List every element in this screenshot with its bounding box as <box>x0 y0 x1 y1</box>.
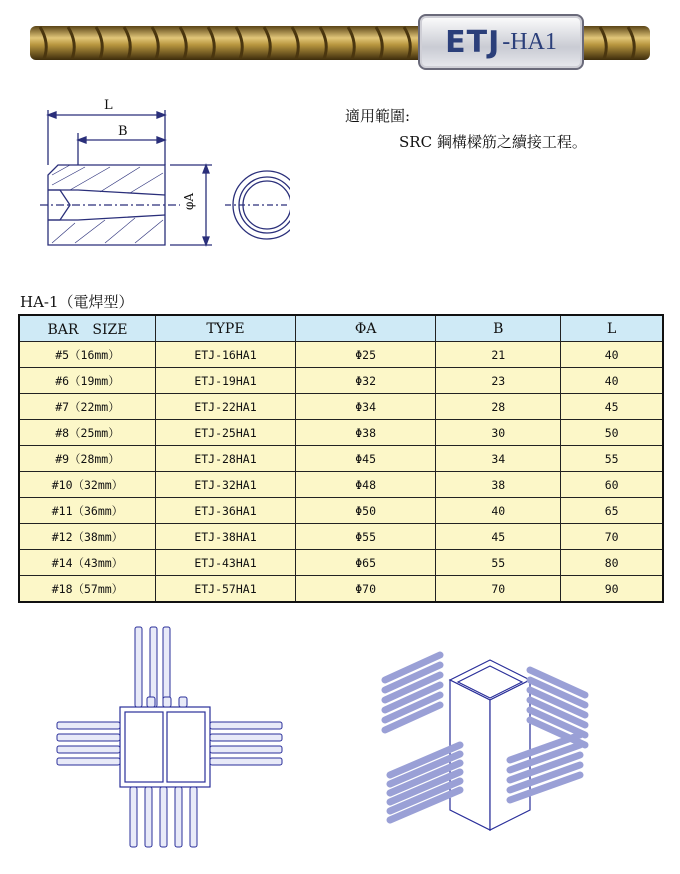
table-cell: ETJ-36HA1 <box>155 498 295 524</box>
rebar-bar <box>57 722 120 729</box>
table-cell: 50 <box>561 420 663 446</box>
dim-label-l: L <box>104 98 113 113</box>
table-cell: #14（43mm） <box>19 550 155 576</box>
table-cell: ETJ-25HA1 <box>155 420 295 446</box>
table-cell: ETJ-16HA1 <box>155 342 295 368</box>
rebar-bar <box>163 697 171 707</box>
table-row <box>19 420 663 446</box>
plan-view-illustration <box>55 622 285 857</box>
column-header: BAR SIZE <box>19 315 155 342</box>
table-cell: #5（16mm） <box>19 342 155 368</box>
table-cell: #10（32mm） <box>19 472 155 498</box>
dim-label-b: B <box>118 124 128 139</box>
table-title: HA-1（電焊型） <box>20 293 134 311</box>
table-row <box>19 498 663 524</box>
table-cell: 55 <box>561 446 663 472</box>
table-row <box>19 446 663 472</box>
table-row <box>19 472 663 498</box>
table-cell: ETJ-19HA1 <box>155 368 295 394</box>
table-header-row <box>19 315 663 342</box>
rebar-bar <box>210 758 282 765</box>
table-row <box>19 342 663 368</box>
table-cell: Φ70 <box>296 576 436 603</box>
table-cell: 40 <box>436 498 561 524</box>
rebar-bar <box>210 722 282 729</box>
rebar-bar <box>210 746 282 753</box>
column-header: L <box>561 315 663 342</box>
badge-sub-text: -HA1 <box>502 28 557 55</box>
column-header: B <box>436 315 561 342</box>
table-cell: Φ25 <box>296 342 436 368</box>
table-cell: ETJ-22HA1 <box>155 394 295 420</box>
table-row <box>19 368 663 394</box>
table-cell: 45 <box>436 524 561 550</box>
table-cell: 38 <box>436 472 561 498</box>
table-row <box>19 576 663 603</box>
table-cell: 28 <box>436 394 561 420</box>
table-cell: #8（25mm） <box>19 420 155 446</box>
table-cell: 60 <box>561 472 663 498</box>
table-cell: 90 <box>561 576 663 603</box>
applicability-text: SRC 鋼構樑筋之續接工程。 <box>399 133 587 151</box>
applicability-note <box>345 103 587 155</box>
table-cell: 40 <box>561 342 663 368</box>
rebar-bar <box>179 697 187 707</box>
rebar-bar <box>163 627 170 707</box>
rebar-bar <box>210 734 282 741</box>
table-cell: 80 <box>561 550 663 576</box>
rebar-bar <box>145 787 152 847</box>
table-cell: ETJ-43HA1 <box>155 550 295 576</box>
applicability-heading: 適用範圍: <box>345 107 411 125</box>
table-cell: #6（19mm） <box>19 368 155 394</box>
spec-table <box>18 314 664 603</box>
table-cell: 45 <box>561 394 663 420</box>
rebar-bar <box>57 758 120 765</box>
table-cell: 65 <box>561 498 663 524</box>
column-header: TYPE <box>155 315 295 342</box>
table-cell: 70 <box>436 576 561 603</box>
table-cell: #12（38mm） <box>19 524 155 550</box>
table-cell: 40 <box>561 368 663 394</box>
rebar-bar <box>57 746 120 753</box>
table-cell: Φ38 <box>296 420 436 446</box>
coupler-technical-drawing <box>30 95 290 255</box>
banner <box>0 0 680 80</box>
table-cell: 55 <box>436 550 561 576</box>
column-header: ΦA <box>296 315 436 342</box>
table-cell: #7（22mm） <box>19 394 155 420</box>
table-cell: Φ65 <box>296 550 436 576</box>
table-cell: #9（28mm） <box>19 446 155 472</box>
rebar-bar <box>147 697 155 707</box>
table-cell: #11（36mm） <box>19 498 155 524</box>
table-row <box>19 524 663 550</box>
rebar-bar <box>130 787 137 847</box>
table-cell: 34 <box>436 446 561 472</box>
isometric-view-illustration <box>380 640 600 840</box>
table-row <box>19 550 663 576</box>
table-row <box>19 394 663 420</box>
rebar-bar <box>190 787 197 847</box>
table-cell: Φ50 <box>296 498 436 524</box>
table-cell: ETJ-38HA1 <box>155 524 295 550</box>
table-cell: ETJ-32HA1 <box>155 472 295 498</box>
table-cell: ETJ-28HA1 <box>155 446 295 472</box>
table-cell: #18（57mm） <box>19 576 155 603</box>
product-code-badge <box>418 14 584 70</box>
table-cell: 23 <box>436 368 561 394</box>
badge-main-text: ETJ <box>445 24 501 60</box>
table-cell: Φ45 <box>296 446 436 472</box>
rebar-bar <box>160 787 167 847</box>
table-cell: Φ32 <box>296 368 436 394</box>
rebar-bar <box>175 787 182 847</box>
rebar-bar <box>135 627 142 707</box>
table-cell: Φ48 <box>296 472 436 498</box>
table-cell: Φ34 <box>296 394 436 420</box>
rebar-bar <box>150 627 157 707</box>
table-cell: 21 <box>436 342 561 368</box>
table-cell: ETJ-57HA1 <box>155 576 295 603</box>
table-cell: Φ55 <box>296 524 436 550</box>
table-cell: 30 <box>436 420 561 446</box>
dim-label-phi-a: φA <box>182 192 196 210</box>
table-cell: 70 <box>561 524 663 550</box>
rebar-bar <box>57 734 120 741</box>
